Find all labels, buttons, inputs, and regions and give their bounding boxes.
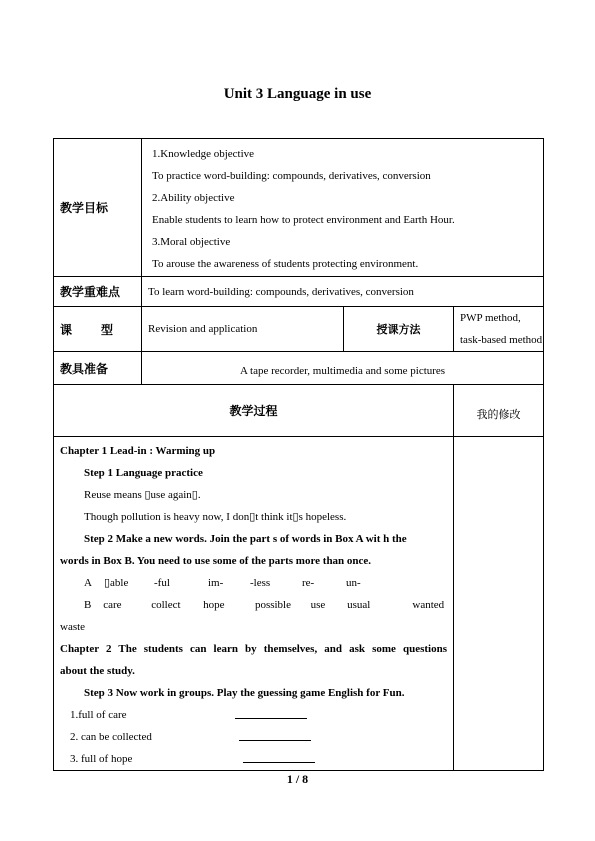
lesson-type-label-1: 课	[60, 322, 73, 337]
quiz-item	[60, 748, 447, 770]
lesson-type-text: Revision and application	[142, 307, 344, 352]
box-b-item: possible	[254, 599, 291, 611]
quiz-item	[60, 704, 447, 726]
objectives-row	[54, 139, 544, 277]
lesson-plan-table	[53, 138, 544, 771]
step-2-heading-cont: words in Box B. You need to use some of the parts more than once.	[60, 555, 372, 567]
materials-label: 教具准备	[54, 352, 142, 385]
objective-line: To practice word-building: compounds, derivatives, conversion	[152, 170, 431, 182]
objective-line: To arouse the awareness of students protecting environment.	[152, 258, 419, 270]
box-a-item: -less	[250, 577, 271, 589]
step-1-heading: Step 1 Language practice	[84, 467, 203, 479]
process-header: 教学过程	[54, 385, 454, 437]
box-b-item: care	[103, 599, 122, 611]
quiz-item	[60, 726, 447, 748]
materials-text: A tape recorder, multimedia and some pictures	[142, 352, 544, 385]
answer-blank	[235, 704, 307, 719]
chapter-1-heading: Chapter 1 Lead-in : Warming up	[60, 445, 216, 457]
method-line-2: task-based method	[460, 334, 543, 346]
box-b-row	[60, 594, 447, 616]
lesson-type-label	[54, 307, 142, 352]
page-number: 1 / 8	[286, 772, 309, 786]
box-b-item: usual	[347, 599, 371, 611]
page-title: Unit 3 Language in use	[223, 86, 372, 102]
lesson-type-label-2: 型	[100, 322, 113, 337]
method-cell	[454, 307, 544, 352]
step-3-heading: Step 3 Now work in groups. Play the guessing game English for Fun.	[84, 687, 405, 699]
box-b-item: collect	[151, 599, 181, 611]
key-points-row	[54, 277, 544, 307]
materials-row	[54, 352, 544, 385]
objective-line: 1.Knowledge objective	[152, 148, 255, 160]
answer-blank	[239, 726, 311, 741]
process-body-row	[54, 437, 544, 771]
lesson-type-row	[54, 307, 544, 352]
objective-line: Enable students to learn how to protect environment and Earth Hour.	[152, 214, 455, 226]
process-header-row	[54, 385, 544, 437]
key-points-text: To learn word-building: compounds, derivatives, conversion	[142, 277, 544, 307]
practice-line: Reuse means ▯use again▯.	[84, 489, 201, 501]
box-a-item: -ful	[154, 577, 170, 589]
box-a-row	[60, 572, 447, 594]
notes-header: 我的修改	[454, 385, 544, 437]
box-b-label: B	[84, 599, 92, 611]
box-b-item: wanted	[412, 599, 445, 611]
box-a-label: A	[84, 577, 92, 589]
objectives-label: 教学目标	[54, 139, 142, 277]
process-body	[54, 437, 454, 771]
answer-blank	[243, 748, 315, 763]
chapter-2-heading: Chapter 2 The students can learn by themselves, and ask some questions	[60, 643, 447, 655]
method-label: 授课方法	[344, 307, 454, 352]
box-a-item: un-	[346, 577, 361, 589]
quiz-question: 2. can be collected	[70, 731, 152, 743]
box-b-item: waste	[60, 621, 86, 633]
box-a-item: ▯able	[104, 577, 129, 589]
box-b-item: use	[310, 599, 326, 611]
quiz-question: 3. full of hope	[70, 753, 133, 765]
objectives-cell	[142, 139, 544, 277]
notes-cell	[454, 437, 544, 771]
box-a-item: im-	[208, 577, 224, 589]
quiz-question: 1.full of care	[70, 709, 127, 721]
box-b-item: hope	[203, 599, 225, 611]
objective-line: 3.Moral objective	[152, 236, 231, 248]
method-line-1: PWP method,	[460, 312, 521, 324]
box-a-item: re-	[302, 577, 315, 589]
key-points-label: 教学重难点	[54, 277, 142, 307]
objective-line: 2.Ability objective	[152, 192, 235, 204]
chapter-2-heading-cont: about the study.	[60, 665, 135, 677]
practice-line: Though pollution is heavy now, I don▯t think it▯s hopeless.	[84, 511, 347, 523]
step-2-heading: Step 2 Make a new words. Join the part s of words in Box A wit h the	[84, 533, 407, 545]
